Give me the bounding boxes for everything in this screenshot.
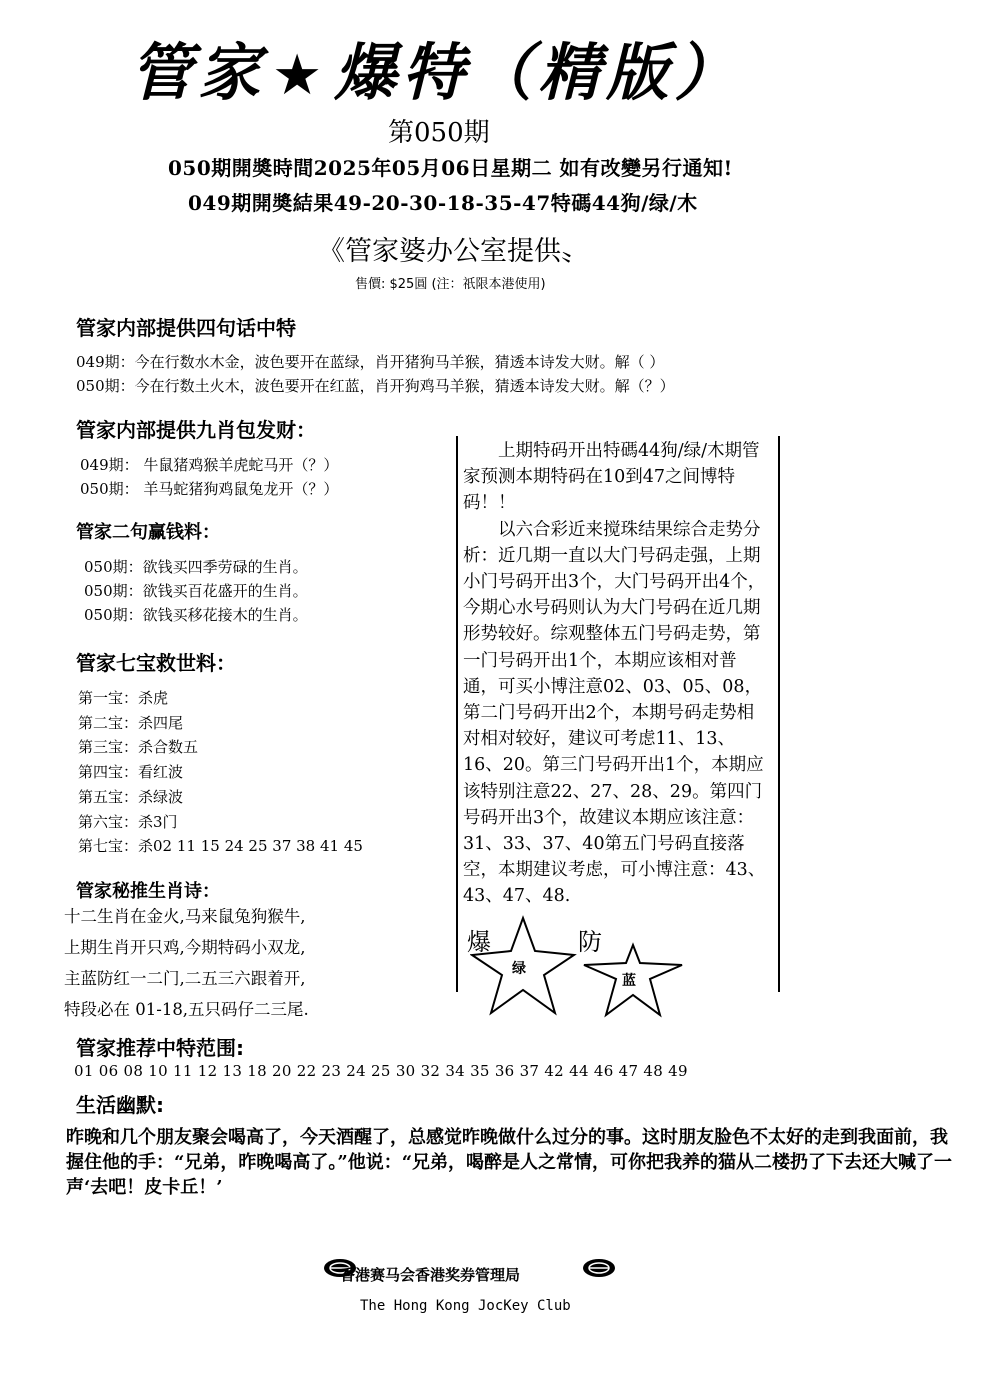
title-left: 管家	[130, 36, 267, 109]
nine-zodiac-list	[80, 453, 338, 501]
recommend-heading: 管家推荐中特范围:	[76, 1036, 244, 1060]
list-item: 第四宝：看红波	[78, 763, 184, 782]
list-item: 050期：欲钱买移花接木的生肖。	[84, 606, 308, 624]
secret-poem	[64, 901, 309, 1025]
provider: 《管家婆办公室提供〟	[318, 236, 588, 267]
analysis-para-1: 上期特码开出特碼44狗/绿/木期管家预测本期特码在10到47之间博特码！！	[463, 441, 760, 514]
poem-line: 十二生肖在金火,马来鼠兔狗猴牛,	[64, 907, 306, 926]
list-item: 050期：欲钱买百花盛开的生肖。	[84, 582, 308, 600]
list-item: 第二宝：杀四尾	[78, 713, 184, 732]
list-item: 第一宝：杀虎	[78, 689, 169, 707]
title-right: 爆特	[334, 36, 471, 109]
footer-org-cn: 香港赛马会香港奖券管理局	[340, 1266, 521, 1284]
footer-org-en: The Hong Kong JocKey Club	[360, 1298, 571, 1314]
seven-treasures-heading: 管家七宝救世料：	[76, 651, 236, 675]
list-item: 049期：今在行数水木金，波色要开在蓝绿，肖开猪狗马羊猴，猜透本诗发大财。解（ ）	[76, 353, 665, 371]
two-lines-list	[84, 555, 308, 627]
poem-line: 特段必在 01-18,五只码仔二三尾.	[64, 1000, 309, 1019]
four-lines-list	[76, 350, 675, 398]
list-item: 第七宝：杀02 11 15 24 25 37 38 41 45	[78, 837, 363, 856]
secret-poem-heading: 管家秘推生肖诗：	[76, 881, 220, 902]
price: 售價: $25圓 (注：祇限本港使用)	[355, 277, 546, 292]
seven-treasures-list	[78, 686, 363, 859]
star2-label: 防	[578, 928, 602, 956]
issue-number: 第050期	[388, 118, 490, 148]
nine-zodiac-heading: 管家内部提供九肖包发财：	[76, 418, 316, 442]
star2-color: 蓝	[622, 973, 636, 989]
humor-heading: 生活幽默:	[76, 1093, 164, 1117]
star-icon: ★	[272, 43, 329, 108]
star1-color: 绿	[512, 961, 526, 977]
list-item: 050期： 羊马蛇猪狗鸡鼠兔龙开（？）	[80, 480, 339, 498]
list-item: 050期：欲钱买四季劳碌的生肖。	[84, 558, 308, 576]
two-lines-heading: 管家二句赢钱料：	[76, 522, 220, 543]
list-item: 第三宝：杀合数五	[78, 738, 199, 757]
draw-time: 050期開奬時間2025年05月06日星期二 如有改變另行通知!	[168, 156, 733, 180]
poem-line: 上期生肖开只鸡,今期特码小双龙,	[64, 938, 306, 957]
list-item: 第六宝：杀3门	[78, 812, 178, 831]
analysis-text	[463, 438, 768, 910]
poem-line: 主蓝防红一二门,二五三六跟着开,	[64, 969, 306, 988]
four-lines-heading: 管家内部提供四句话中特	[76, 316, 296, 340]
list-item: 050期：今在行数土火木，波色要开在红蓝，肖开狗鸡马羊猴，猜透本诗发大财。解（？）	[76, 377, 675, 395]
hkjc-logo-icon	[582, 1258, 616, 1278]
star-shapes	[470, 915, 686, 1019]
analysis-para-2: 以六合彩近来搅珠结果综合走势分析：近几期一直以大门号码走强，上期小门号码开出3个，大门号码开出4个，今期心水号码则认为大门号码在近几期形势较好。综观整体五门号码走势，第一门号码开出1个，本期应该相对普通，可买小博注意02、03、05、08，第二门号码开出2个，本期号码走势相对相对较好，建议可考虑11、13、16、20。第三门号码开出1个，本期应该特别注意22、27、28、29。第四门号码开出3个，故建议本期应该注意：31、33、37、40第五门号码直接落空，本期建议考虑，可小博注意：43、43、47、48.	[463, 519, 766, 907]
recommend-numbers: 01 06 08 10 11 12 13 18 20 22 23 24 25 30 32 34 35 36 37 42 44 46 47 48 49	[74, 1062, 688, 1080]
page-title	[130, 28, 830, 118]
list-item: 第五宝：杀绿波	[78, 787, 184, 806]
title-suffix: （精版）	[470, 36, 743, 109]
star1-label: 爆	[467, 928, 491, 956]
humor-text: 昨晚和几个朋友聚会喝高了，今天酒醒了，总感觉昨晚做什么过分的事。这时朋友脸色不太好的走到我面前，我握住他的手：“兄弟，昨晚喝高了。”他说：“兄弟，喝醉是人之常情，可你把我养的猫从二楼扔了下去还大喊了一声‘去吧！皮卡丘！’	[66, 1127, 953, 1198]
last-result: 049期開奬結果49-20-30-18-35-47特碼44狗/绿/木	[188, 191, 698, 215]
list-item: 049期： 牛鼠猪鸡猴羊虎蛇马开（？）	[80, 456, 339, 474]
